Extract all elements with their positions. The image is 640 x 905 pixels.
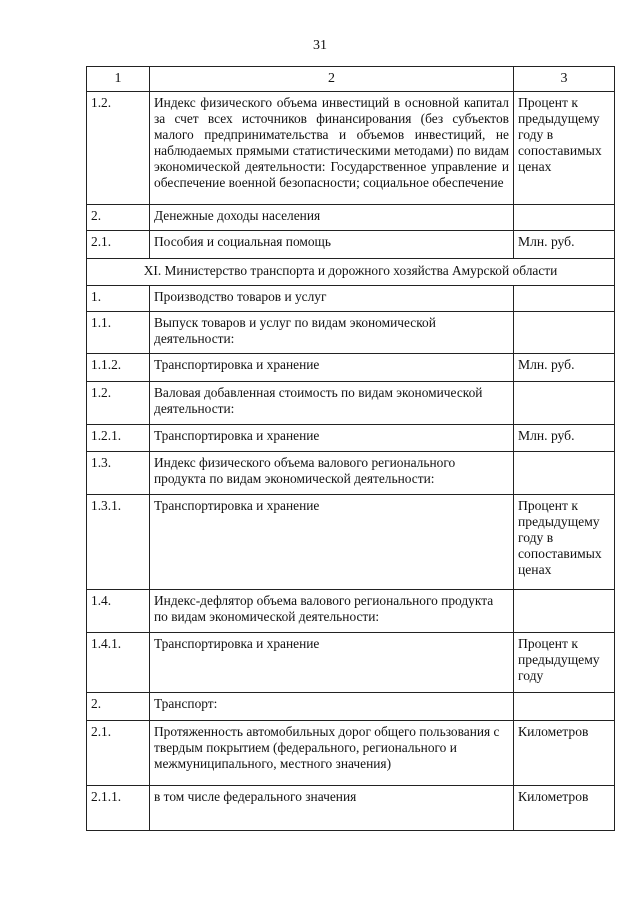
row-indicator: Индекс физического объема инвестиций в основной капитал за счет всех источников финансирования (без субъектов малого предпринимательства и объемов инвестиций, не наблюдаемых прямыми статистическими методами) по видам экономической деятельности: Государственное управление и обеспечение военной безопасности; социальное обеспечение — [150, 92, 514, 205]
section-title: XI. Министерство транспорта и дорожного хозяйства Амурской области — [87, 259, 615, 286]
row-indicator: Производство товаров и услуг — [150, 286, 514, 312]
row-unit: Процент к предыдущему году в сопоставимых ценах — [514, 495, 615, 590]
table-row — [87, 231, 615, 259]
table-row — [87, 590, 615, 633]
table-row — [87, 721, 615, 786]
table-row — [87, 382, 615, 425]
row-indicator: в том числе федерального значения — [150, 786, 514, 831]
row-number: 1.1.2. — [87, 354, 150, 382]
row-number: 1.1. — [87, 312, 150, 354]
row-indicator: Транспортировка и хранение — [150, 425, 514, 452]
row-unit — [514, 590, 615, 633]
row-indicator: Транспортировка и хранение — [150, 633, 514, 693]
row-indicator: Валовая добавленная стоимость по видам экономической деятельности: — [150, 382, 514, 425]
row-unit: Километров — [514, 721, 615, 786]
row-number: 2. — [87, 693, 150, 721]
table-row — [87, 693, 615, 721]
table-row — [87, 425, 615, 452]
table-row — [87, 495, 615, 590]
table-row — [87, 286, 615, 312]
row-unit — [514, 452, 615, 495]
row-unit — [514, 693, 615, 721]
row-indicator: Транспорт: — [150, 693, 514, 721]
header-col-3: 3 — [514, 67, 615, 92]
row-unit: Млн. руб. — [514, 354, 615, 382]
table-header-row — [87, 67, 615, 92]
indicators-table — [86, 66, 615, 831]
row-number: 2.1. — [87, 231, 150, 259]
row-unit — [514, 205, 615, 231]
row-number: 1.3. — [87, 452, 150, 495]
row-number: 1.2.1. — [87, 425, 150, 452]
row-indicator: Индекс-дефлятор объема валового регионального продукта по видам экономической деятельности: — [150, 590, 514, 633]
row-unit — [514, 382, 615, 425]
table-row — [87, 205, 615, 231]
table-row — [87, 92, 615, 205]
row-indicator: Транспортировка и хранение — [150, 495, 514, 590]
table-row — [87, 312, 615, 354]
row-unit — [514, 286, 615, 312]
row-indicator: Индекс физического объема валового регионального продукта по видам экономической деятельности: — [150, 452, 514, 495]
row-indicator: Транспортировка и хранение — [150, 354, 514, 382]
row-number: 2.1. — [87, 721, 150, 786]
table-row — [87, 354, 615, 382]
row-number: 2.1.1. — [87, 786, 150, 831]
row-indicator: Денежные доходы населения — [150, 205, 514, 231]
row-number: 1.2. — [87, 92, 150, 205]
header-col-2: 2 — [150, 67, 514, 92]
row-indicator: Протяженность автомобильных дорог общего пользования с твердым покрытием (федерального, регионального и межмуниципального, местного значения) — [150, 721, 514, 786]
header-col-1: 1 — [87, 67, 150, 92]
row-number: 1. — [87, 286, 150, 312]
row-unit — [514, 312, 615, 354]
table-row — [87, 786, 615, 831]
row-number: 1.3.1. — [87, 495, 150, 590]
table-row — [87, 452, 615, 495]
row-unit: Процент к предыдущему году — [514, 633, 615, 693]
page-number: 31 — [313, 38, 327, 53]
row-indicator: Выпуск товаров и услуг по видам экономической деятельности: — [150, 312, 514, 354]
row-indicator: Пособия и социальная помощь — [150, 231, 514, 259]
row-number: 1.2. — [87, 382, 150, 425]
row-number: 2. — [87, 205, 150, 231]
row-unit: Млн. руб. — [514, 231, 615, 259]
row-number: 1.4.1. — [87, 633, 150, 693]
row-number: 1.4. — [87, 590, 150, 633]
row-unit: Млн. руб. — [514, 425, 615, 452]
section-header-row — [87, 259, 615, 286]
row-unit: Километров — [514, 786, 615, 831]
row-unit: Процент к предыдущему году в сопоставимых ценах — [514, 92, 615, 205]
table-row — [87, 633, 615, 693]
